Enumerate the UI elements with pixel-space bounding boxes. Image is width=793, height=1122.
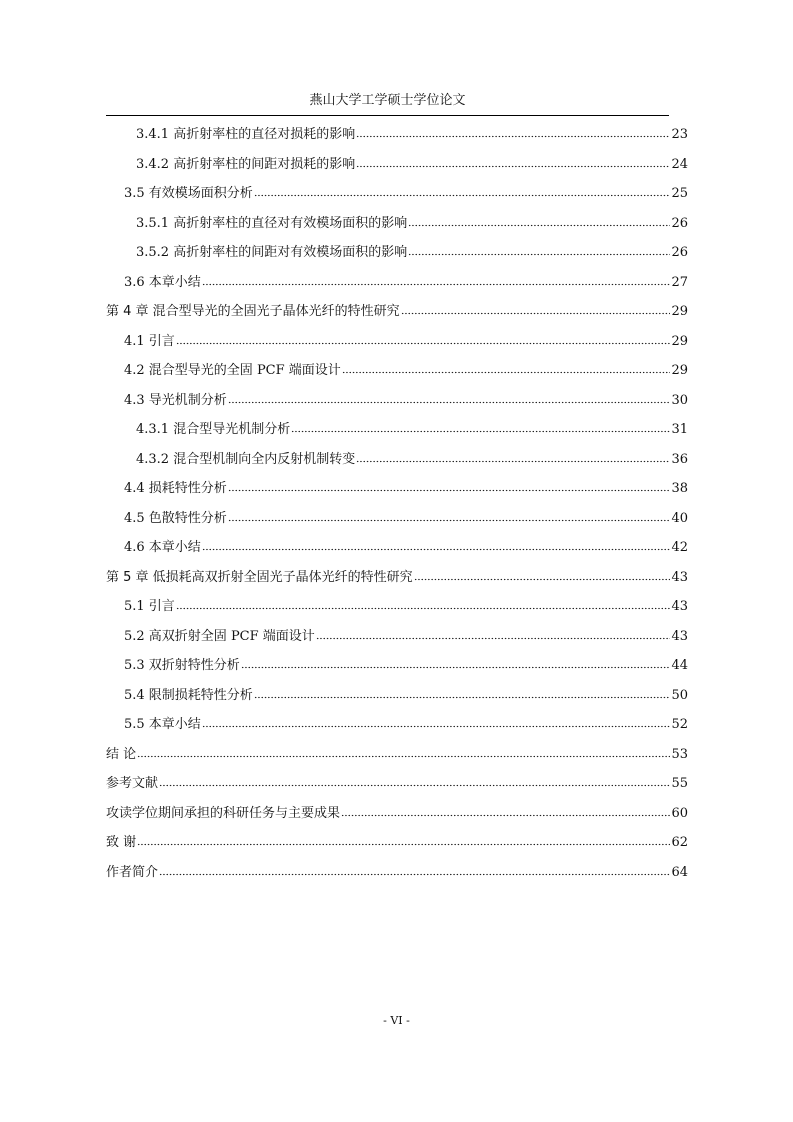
toc-entry-title: 结 论	[106, 746, 137, 762]
toc-dot-leader	[316, 631, 671, 640]
toc-dot-leader	[159, 867, 670, 876]
toc-entry[interactable]	[106, 740, 688, 770]
toc-entry-page: 25	[671, 186, 688, 201]
toc-entry[interactable]	[106, 533, 688, 563]
toc-entry-page: 27	[671, 274, 688, 290]
toc-dot-leader	[137, 749, 670, 758]
toc-dot-leader	[356, 454, 670, 463]
toc-entry-title: 参考文献	[106, 776, 159, 791]
toc-entry-title: 4.5 色散特性分析	[124, 510, 227, 526]
toc-dot-leader	[241, 660, 671, 669]
toc-dot-leader	[341, 808, 670, 817]
toc-entry-page: 55	[671, 776, 688, 791]
toc-entry-title: 攻读学位期间承担的科研任务与主要成果	[106, 805, 341, 821]
toc-entry[interactable]	[106, 268, 688, 298]
table-of-contents	[106, 120, 688, 887]
toc-entry[interactable]	[106, 474, 688, 504]
toc-entry-page: 36	[671, 451, 688, 467]
toc-entry-title: 5.4 限制损耗特性分析	[124, 687, 253, 703]
toc-dot-leader	[401, 306, 671, 315]
toc-entry-page: 23	[671, 127, 688, 142]
toc-entry-title: 3.4.2 高折射率柱的间距对损耗的影响	[136, 156, 356, 172]
toc-dot-leader	[137, 837, 670, 846]
toc-entry-page: 30	[671, 392, 688, 408]
toc-entry-page: 31	[671, 422, 688, 437]
toc-entry-page: 29	[671, 304, 688, 319]
toc-entry-page: 60	[671, 805, 688, 821]
toc-dot-leader	[228, 395, 671, 404]
toc-entry-title: 4.6 本章小结	[124, 540, 201, 555]
toc-entry-page: 29	[671, 333, 688, 349]
toc-entry-title: 4.3 导光机制分析	[124, 392, 227, 408]
toc-dot-leader	[356, 129, 670, 138]
toc-entry-title: 4.3.2 混合型机制向全内反射机制转变	[136, 451, 356, 467]
toc-entry[interactable]	[106, 504, 688, 534]
toc-entry-title: 5.5 本章小结	[124, 717, 201, 732]
toc-dot-leader	[202, 719, 671, 728]
toc-entry-title: 3.5.1 高折射率柱的直径对有效模场面积的影响	[136, 215, 408, 231]
toc-entry[interactable]	[106, 297, 688, 327]
toc-dot-leader	[228, 483, 671, 492]
toc-dot-leader	[342, 365, 671, 374]
toc-entry-title: 第 4 章 混合型导光的全固光子晶体光纤的特性研究	[106, 304, 400, 319]
toc-entry-title: 致 谢	[106, 835, 137, 850]
toc-entry-page: 53	[671, 746, 688, 762]
toc-entry-page: 52	[671, 717, 688, 732]
toc-entry[interactable]	[106, 386, 688, 416]
toc-dot-leader	[228, 513, 671, 522]
toc-dot-leader	[408, 218, 670, 227]
toc-entry-page: 43	[671, 569, 688, 585]
toc-entry-page: 24	[671, 156, 688, 172]
toc-entry-title: 4.4 损耗特性分析	[124, 481, 227, 496]
toc-entry[interactable]	[106, 769, 688, 799]
toc-entry-page: 62	[671, 835, 688, 850]
toc-dot-leader	[254, 188, 671, 197]
toc-entry[interactable]	[106, 651, 688, 681]
toc-entry[interactable]	[106, 238, 688, 268]
toc-entry-title: 5.3 双折射特性分析	[124, 658, 240, 673]
toc-entry-page: 43	[671, 628, 688, 644]
toc-dot-leader	[202, 277, 671, 286]
toc-dot-leader	[254, 690, 671, 699]
toc-entry-title: 4.1 引言	[124, 333, 175, 349]
toc-entry-page: 26	[671, 215, 688, 231]
toc-entry[interactable]	[106, 681, 688, 711]
toc-entry[interactable]	[106, 858, 688, 888]
toc-entry[interactable]	[106, 592, 688, 622]
toc-entry-title: 5.1 引言	[124, 599, 175, 614]
toc-entry-page: 29	[671, 363, 688, 378]
toc-entry-title: 4.2 混合型导光的全固 PCF 端面设计	[124, 363, 341, 378]
toc-entry[interactable]	[106, 710, 688, 740]
toc-entry-page: 38	[671, 481, 688, 496]
toc-entry-page: 40	[671, 510, 688, 526]
toc-entry-page: 43	[671, 599, 688, 614]
toc-entry[interactable]	[106, 120, 688, 150]
toc-dot-leader	[202, 542, 671, 551]
toc-entry[interactable]	[106, 415, 688, 445]
toc-entry[interactable]	[106, 179, 688, 209]
toc-entry[interactable]	[106, 563, 688, 593]
toc-dot-leader	[291, 424, 670, 433]
header-rule	[106, 115, 669, 116]
toc-dot-leader	[159, 778, 670, 787]
toc-entry-title: 3.5.2 高折射率柱的间距对有效模场面积的影响	[136, 245, 408, 260]
toc-entry-title: 作者简介	[106, 864, 159, 880]
toc-dot-leader	[356, 159, 670, 168]
toc-entry-title: 3.5 有效模场面积分析	[124, 186, 253, 201]
toc-entry[interactable]	[106, 622, 688, 652]
toc-entry-title: 5.2 高双折射全固 PCF 端面设计	[124, 628, 315, 644]
toc-entry-page: 26	[671, 245, 688, 260]
toc-dot-leader	[414, 572, 671, 581]
toc-entry-page: 42	[671, 540, 688, 555]
toc-entry-page: 50	[671, 687, 688, 703]
page-number: - VI -	[383, 1014, 410, 1027]
running-header: 燕山大学工学硕士学位论文	[309, 93, 466, 108]
toc-entry-page: 44	[671, 658, 688, 673]
toc-entry[interactable]	[106, 799, 688, 829]
toc-entry[interactable]	[106, 828, 688, 858]
toc-entry-title: 4.3.1 混合型导光机制分析	[136, 422, 291, 437]
toc-entry[interactable]	[106, 356, 688, 386]
toc-entry[interactable]	[106, 150, 688, 180]
toc-entry-title: 第 5 章 低损耗高双折射全固光子晶体光纤的特性研究	[106, 569, 413, 585]
toc-dot-leader	[176, 601, 671, 610]
toc-dot-leader	[408, 247, 670, 256]
toc-entry-page: 64	[671, 864, 688, 880]
toc-entry[interactable]	[106, 445, 688, 475]
toc-dot-leader	[176, 336, 671, 345]
toc-entry-title: 3.6 本章小结	[124, 274, 201, 290]
toc-entry-title: 3.4.1 高折射率柱的直径对损耗的影响	[136, 127, 356, 142]
toc-entry[interactable]	[106, 209, 688, 239]
toc-entry[interactable]	[106, 327, 688, 357]
